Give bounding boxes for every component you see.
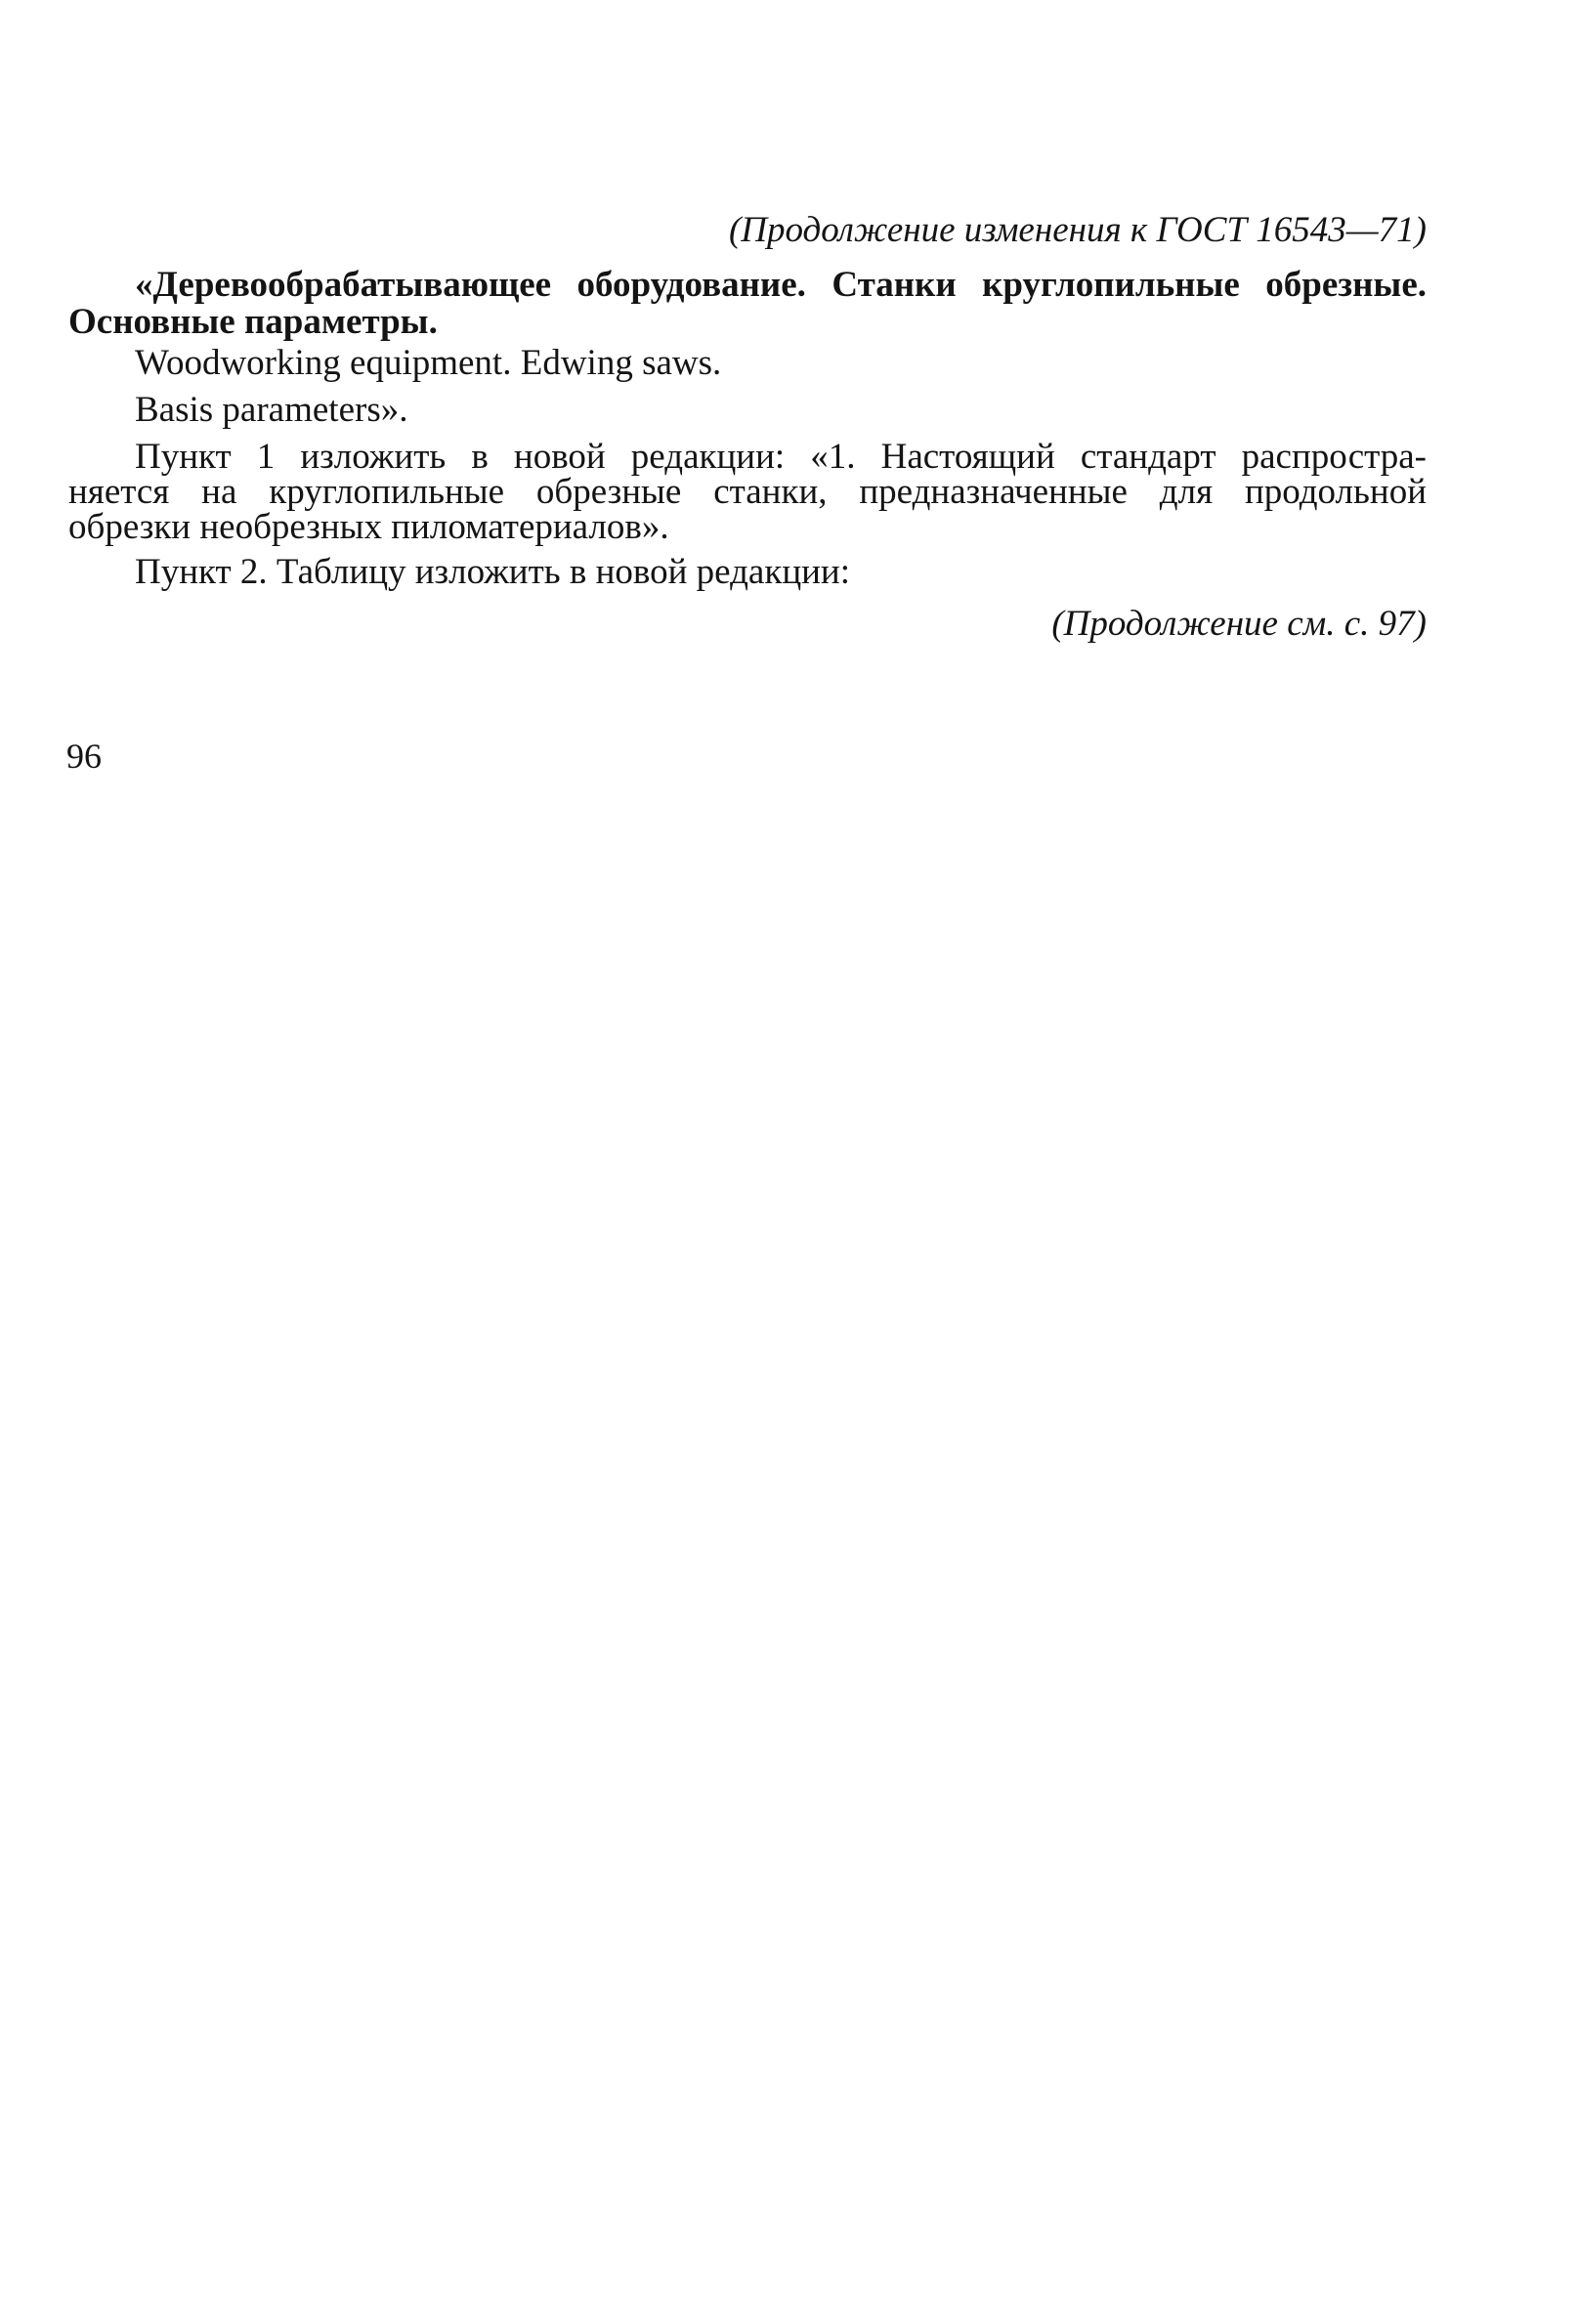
title-line-2: Основные параметры. [68, 302, 438, 342]
item-1-line-2: няется на круглопильные обрезные станки, предназначенные для продольной [68, 472, 1427, 512]
title-line-1: «Деревообрабатывающее оборудование. Станки круглопильные обрезные. [135, 265, 1427, 305]
english-title-line-2: Basis parameters». [135, 390, 408, 430]
item-2-line-1: Пункт 2. Таблицу изложить в новой редакции: [135, 552, 850, 592]
item-1-line-3: обрезки необрезных пиломатериалов». [68, 507, 669, 547]
continuation-header: (Продолжение изменения к ГОСТ 16543—71) [728, 210, 1427, 250]
item-1-line-1: Пункт 1 изложить в новой редакции: «1. Настоящий стандарт распростра- [135, 437, 1427, 477]
continuation-footer: (Продолжение см. с. 97) [1051, 604, 1427, 644]
page-number: 96 [66, 737, 102, 776]
english-title-line-1: Woodworking equipment. Edwing saws. [135, 343, 722, 383]
